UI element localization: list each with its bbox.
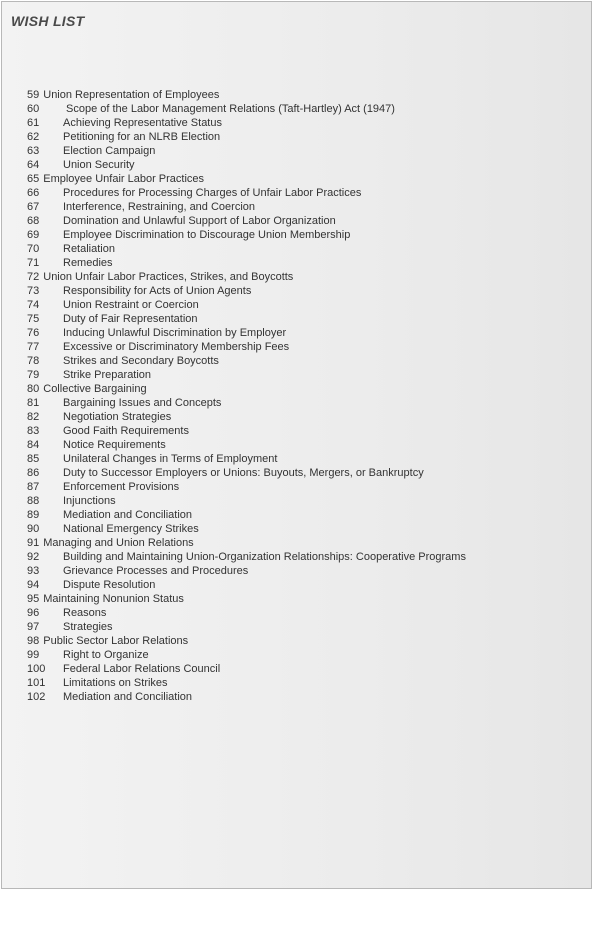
list-item bbox=[27, 522, 466, 536]
item-label: Federal Labor Relations Council bbox=[63, 663, 221, 675]
item-label: Good Faith Requirements bbox=[63, 425, 189, 437]
list-item bbox=[27, 606, 466, 620]
item-label: National Emergency Strikes bbox=[63, 523, 199, 535]
item-label: Right to Organize bbox=[63, 649, 149, 661]
item-label: Inducing Unlawful Discrimination by Employer bbox=[63, 327, 287, 339]
item-number: 62 bbox=[27, 131, 40, 143]
page-title: WISH LIST bbox=[11, 13, 85, 29]
list-item bbox=[27, 550, 466, 564]
item-label: Election Campaign bbox=[63, 145, 156, 157]
item-label: Managing and Union Relations bbox=[43, 537, 194, 549]
item-number: 95 bbox=[27, 593, 40, 605]
item-label: Responsibility for Acts of Union Agents bbox=[63, 285, 252, 297]
list-item bbox=[27, 186, 466, 200]
list-item bbox=[27, 116, 466, 130]
list-item bbox=[27, 620, 466, 634]
item-number: 64 bbox=[27, 159, 40, 171]
item-number: 80 bbox=[27, 383, 40, 395]
item-label: Negotiation Strategies bbox=[63, 411, 172, 423]
item-label: Strategies bbox=[63, 621, 113, 633]
item-label: Retaliation bbox=[63, 243, 115, 255]
section-heading bbox=[27, 592, 466, 606]
item-label: Union Representation of Employees bbox=[43, 89, 220, 101]
item-label: Public Sector Labor Relations bbox=[43, 635, 189, 647]
wish-list-panel bbox=[1, 1, 592, 889]
item-number: 85 bbox=[27, 453, 40, 465]
item-number: 76 bbox=[27, 327, 40, 339]
item-number: 98 bbox=[27, 635, 40, 647]
list-item bbox=[27, 508, 466, 522]
list-item bbox=[27, 662, 466, 676]
item-label: Duty of Fair Representation bbox=[63, 313, 198, 325]
list-item bbox=[27, 340, 466, 354]
list-item bbox=[27, 144, 466, 158]
item-label: Reasons bbox=[63, 607, 107, 619]
item-number: 66 bbox=[27, 187, 40, 199]
list-item bbox=[27, 564, 466, 578]
item-label: Remedies bbox=[63, 257, 113, 269]
list-item bbox=[27, 396, 466, 410]
item-label: Notice Requirements bbox=[63, 439, 166, 451]
item-label: Mediation and Conciliation bbox=[63, 691, 193, 703]
item-label: Limitations on Strikes bbox=[63, 677, 168, 689]
list-item bbox=[27, 228, 466, 242]
item-label: Injunctions bbox=[63, 495, 116, 507]
item-number: 68 bbox=[27, 215, 40, 227]
item-label: Strikes and Secondary Boycotts bbox=[63, 355, 219, 367]
item-number: 78 bbox=[27, 355, 40, 367]
list-item bbox=[27, 438, 466, 452]
list-item bbox=[27, 466, 466, 480]
list-item bbox=[27, 452, 466, 466]
item-number: 70 bbox=[27, 243, 40, 255]
item-number: 60 bbox=[27, 103, 40, 115]
section-heading bbox=[27, 536, 466, 550]
item-number: 94 bbox=[27, 579, 40, 591]
item-label: Scope of the Labor Management Relations (Taft-Hartley) Act (1947) bbox=[66, 103, 395, 115]
list-item bbox=[27, 256, 466, 270]
list-item bbox=[27, 298, 466, 312]
item-label: Employee Discrimination to Discourage Union Membership bbox=[63, 229, 351, 241]
item-number: 101 bbox=[27, 677, 46, 689]
item-label: Achieving Representative Status bbox=[63, 117, 222, 129]
item-number: 82 bbox=[27, 411, 40, 423]
list-item bbox=[27, 410, 466, 424]
wish-list bbox=[27, 88, 466, 704]
list-item bbox=[27, 326, 466, 340]
item-number: 84 bbox=[27, 439, 40, 451]
item-number: 75 bbox=[27, 313, 40, 325]
item-number: 69 bbox=[27, 229, 40, 241]
item-number: 91 bbox=[27, 537, 40, 549]
section-heading bbox=[27, 172, 466, 186]
list-item bbox=[27, 494, 466, 508]
item-number: 97 bbox=[27, 621, 40, 633]
item-label: Petitioning for an NLRB Election bbox=[63, 131, 221, 143]
item-label: Interference, Restraining, and Coercion bbox=[63, 201, 255, 213]
list-item bbox=[27, 690, 466, 704]
list-item bbox=[27, 676, 466, 690]
item-number: 74 bbox=[27, 299, 40, 311]
item-number: 59 bbox=[27, 89, 40, 101]
item-label: Union Unfair Labor Practices, Strikes, and Boycotts bbox=[43, 271, 294, 283]
item-label: Enforcement Provisions bbox=[63, 481, 180, 493]
item-number: 61 bbox=[27, 117, 40, 129]
list-item bbox=[27, 424, 466, 438]
list-item bbox=[27, 200, 466, 214]
item-number: 63 bbox=[27, 145, 40, 157]
item-number: 99 bbox=[27, 649, 40, 661]
item-label: Bargaining Issues and Concepts bbox=[63, 397, 222, 409]
item-number: 71 bbox=[27, 257, 40, 269]
item-label: Dispute Resolution bbox=[63, 579, 156, 591]
list-item bbox=[27, 158, 466, 172]
item-number: 89 bbox=[27, 509, 40, 521]
list-item bbox=[27, 242, 466, 256]
item-number: 72 bbox=[27, 271, 40, 283]
item-number: 92 bbox=[27, 551, 40, 563]
item-number: 96 bbox=[27, 607, 40, 619]
item-number: 102 bbox=[27, 691, 46, 703]
item-number: 87 bbox=[27, 481, 40, 493]
item-label: Duty to Successor Employers or Unions: Buyouts, Mergers, or Bankruptcy bbox=[63, 467, 424, 479]
item-number: 100 bbox=[27, 663, 46, 675]
item-number: 77 bbox=[27, 341, 40, 353]
item-number: 81 bbox=[27, 397, 40, 409]
list-item bbox=[27, 312, 466, 326]
item-number: 90 bbox=[27, 523, 40, 535]
section-heading bbox=[27, 270, 466, 284]
item-label: Union Restraint or Coercion bbox=[63, 299, 199, 311]
list-item bbox=[27, 214, 466, 228]
item-label: Domination and Unlawful Support of Labor Organization bbox=[63, 215, 336, 227]
item-number: 83 bbox=[27, 425, 40, 437]
section-heading bbox=[27, 88, 466, 102]
section-heading bbox=[27, 634, 466, 648]
item-label: Collective Bargaining bbox=[43, 383, 147, 395]
list-item bbox=[27, 102, 466, 116]
item-label: Union Security bbox=[63, 159, 135, 171]
item-number: 88 bbox=[27, 495, 40, 507]
item-label: Excessive or Discriminatory Membership Fees bbox=[63, 341, 290, 353]
item-label: Unilateral Changes in Terms of Employment bbox=[63, 453, 278, 465]
list-item bbox=[27, 578, 466, 592]
list-item bbox=[27, 480, 466, 494]
list-item bbox=[27, 130, 466, 144]
list-item bbox=[27, 648, 466, 662]
item-label: Grievance Processes and Procedures bbox=[63, 565, 249, 577]
item-label: Mediation and Conciliation bbox=[63, 509, 193, 521]
item-number: 86 bbox=[27, 467, 40, 479]
list-item bbox=[27, 284, 466, 298]
list-item bbox=[27, 368, 466, 382]
item-label: Employee Unfair Labor Practices bbox=[43, 173, 205, 185]
item-number: 93 bbox=[27, 565, 40, 577]
item-label: Procedures for Processing Charges of Unfair Labor Practices bbox=[63, 187, 362, 199]
item-number: 67 bbox=[27, 201, 40, 213]
list-item bbox=[27, 354, 466, 368]
section-heading bbox=[27, 382, 466, 396]
item-number: 65 bbox=[27, 173, 40, 185]
item-label: Maintaining Nonunion Status bbox=[43, 593, 184, 605]
item-label: Strike Preparation bbox=[63, 369, 152, 381]
item-label: Building and Maintaining Union-Organization Relationships: Cooperative Programs bbox=[63, 551, 466, 563]
item-number: 79 bbox=[27, 369, 40, 381]
item-number: 73 bbox=[27, 285, 40, 297]
